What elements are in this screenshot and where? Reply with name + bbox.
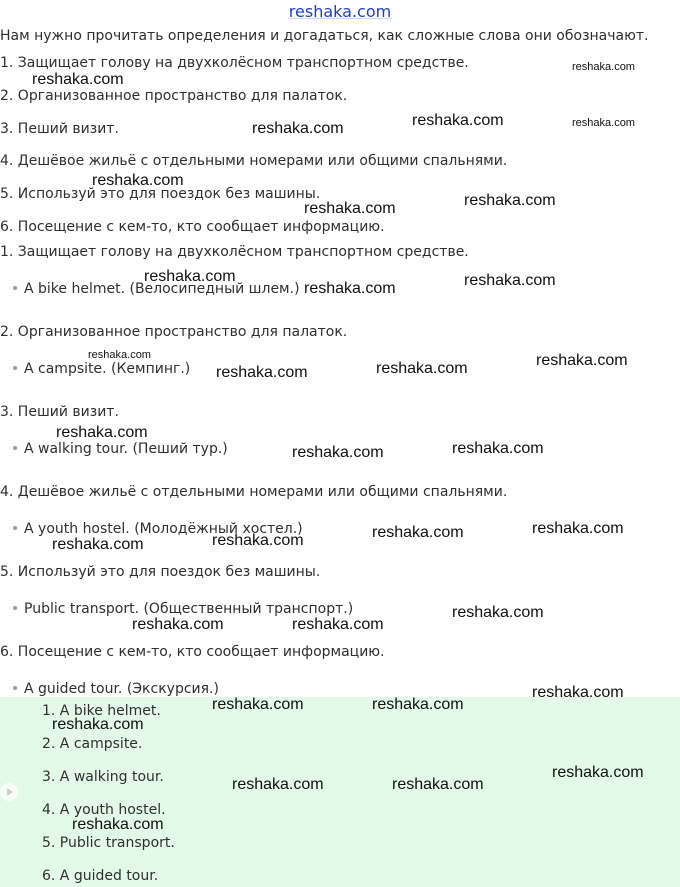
explained-answer-1: A bike helmet. (Велосипедный шлем.) [13, 280, 300, 298]
play-icon[interactable] [0, 783, 18, 801]
watermark: reshaka.com [72, 816, 164, 833]
watermark: reshaka.com [376, 360, 468, 377]
watermark: reshaka.com [572, 61, 635, 73]
final-answer-6: 6. A guided tour. [42, 868, 159, 884]
explained-definition-3: 3. Пеший визит. [0, 404, 119, 420]
watermark: reshaka.com [372, 696, 464, 713]
explained-answer-6: A guided tour. (Экскурсия.) [13, 680, 219, 698]
explained-definition-4: 4. Дешёвое жильё с отдельными номерами или общими спальнями. [0, 484, 508, 500]
final-answer-4: 4. A youth hostel. [42, 802, 166, 818]
watermark: reshaka.com [56, 424, 148, 441]
bullet-icon [13, 366, 17, 370]
watermark: reshaka.com [412, 112, 504, 129]
definition-4: 4. Дешёвое жильё с отдельными номерами или общими спальнями. [0, 153, 508, 169]
explained-definition-5: 5. Используй это для поездок без машины. [0, 564, 321, 580]
definition-3: 3. Пеший визит. [0, 121, 119, 137]
watermark: reshaka.com [464, 272, 556, 289]
bullet-icon [13, 606, 17, 610]
watermark: reshaka.com [532, 684, 624, 701]
watermark: reshaka.com [304, 280, 396, 297]
watermark: reshaka.com [52, 716, 144, 733]
watermark: reshaka.com [292, 444, 384, 461]
watermark: reshaka.com [232, 776, 324, 793]
watermark: reshaka.com [212, 696, 304, 713]
explained-definition-2: 2. Организованное пространство для палаток. [0, 324, 348, 340]
definition-2: 2. Организованное пространство для палаток. [0, 88, 348, 104]
watermark: reshaka.com [536, 352, 628, 369]
watermark: reshaka.com [92, 172, 184, 189]
watermark: reshaka.com [212, 532, 304, 549]
bullet-icon [13, 526, 17, 530]
watermark: reshaka.com [452, 604, 544, 621]
watermark: reshaka.com [144, 268, 236, 285]
intro-text: Нам нужно прочитать определения и догадаться, как сложные слова они обозначают. [0, 28, 649, 44]
explained-answer-3: A walking tour. (Пеший тур.) [13, 440, 228, 458]
watermark: reshaka.com [292, 616, 384, 633]
watermark: reshaka.com [88, 349, 151, 361]
watermark: reshaka.com [252, 120, 344, 137]
watermark: reshaka.com [132, 616, 224, 633]
site-title-link[interactable]: reshaka.com [288, 2, 392, 21]
watermark: reshaka.com [304, 200, 396, 217]
watermark: reshaka.com [572, 117, 635, 129]
bullet-icon [13, 446, 17, 450]
final-answer-5: 5. Public transport. [42, 835, 175, 851]
explained-definition-1: 1. Защищает голову на двухколёсном транспортном средстве. [0, 244, 469, 260]
explained-definition-6: 6. Посещение с кем-то, кто сообщает информацию. [0, 644, 385, 660]
definition-1: 1. Защищает голову на двухколёсном транспортном средстве. [0, 55, 469, 71]
final-answer-1: 1. A bike helmet. [42, 703, 161, 719]
watermark: reshaka.com [52, 536, 144, 553]
watermark: reshaka.com [216, 364, 308, 381]
final-answer-3: 3. A walking tour. [42, 769, 164, 785]
bullet-icon [13, 686, 17, 690]
watermark: reshaka.com [532, 520, 624, 537]
bullet-icon [13, 286, 17, 290]
explained-answer-2: A campsite. (Кемпинг.) [13, 360, 190, 378]
definition-5: 5. Используй это для поездок без машины. [0, 186, 321, 202]
watermark: reshaka.com [392, 776, 484, 793]
watermark: reshaka.com [372, 524, 464, 541]
definition-6: 6. Посещение с кем-то, кто сообщает информацию. [0, 219, 385, 235]
watermark: reshaka.com [464, 192, 556, 209]
watermark: reshaka.com [452, 440, 544, 457]
watermark: reshaka.com [32, 71, 124, 88]
explained-answer-4: A youth hostel. (Молодёжный хостел.) [13, 520, 303, 538]
final-answer-2: 2. A campsite. [42, 736, 143, 752]
explained-answer-5: Public transport. (Общественный транспорт.) [13, 600, 353, 618]
watermark: reshaka.com [552, 764, 644, 781]
